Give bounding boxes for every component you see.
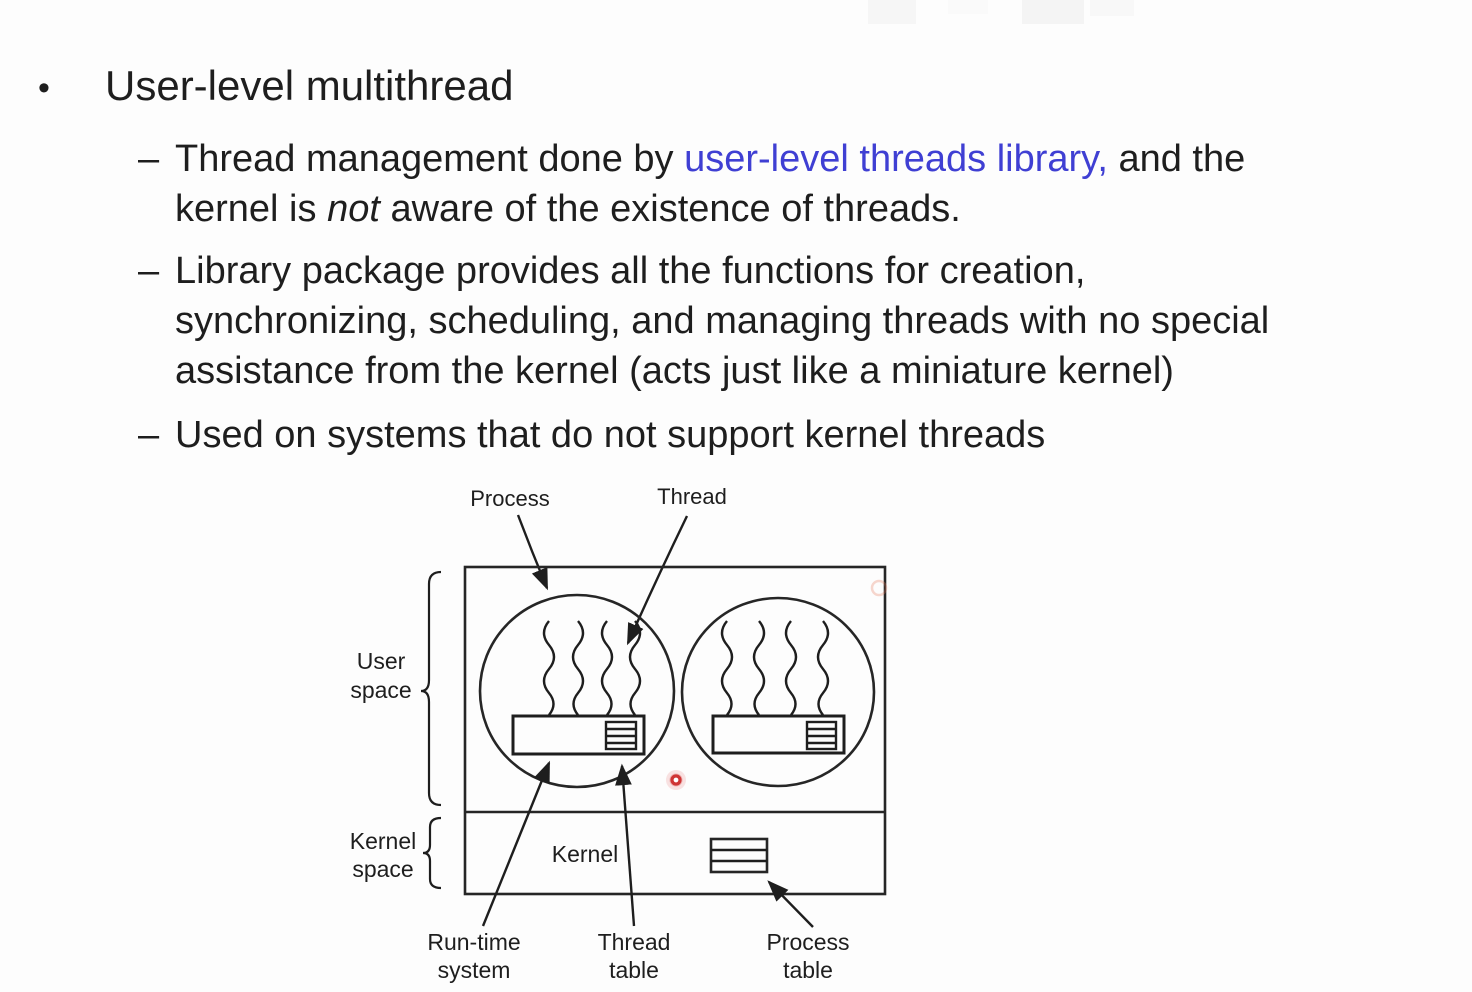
slide-title: User-level multithread [105, 62, 514, 109]
thread-squiggle [786, 621, 796, 715]
process-table-arrow [769, 882, 813, 927]
bullet-dot: • [38, 69, 50, 107]
red-dot-artifact [666, 770, 686, 790]
process-circle-left [480, 595, 674, 787]
kernel-space-brace [423, 818, 441, 888]
process-circle-right [682, 598, 874, 786]
process-table-label-line2: table [783, 957, 833, 983]
kernel-space-label-line1: Kernel [349, 828, 417, 854]
kernel-label: Kernel [551, 841, 619, 867]
process-table-label-line1: Process [766, 929, 850, 955]
runtime-label-line1: Run-time [427, 929, 521, 955]
emphasized-word: not [327, 188, 380, 230]
thread-table-label-line2: table [609, 957, 659, 983]
bullet-3-line-1: Used on systems that do not support kernel threads [175, 414, 1046, 456]
process-arrow [518, 515, 547, 588]
text-segment: kernel is [175, 188, 328, 230]
dash-marker: – [138, 138, 160, 180]
user-space-label-line2: space [350, 677, 412, 703]
bullet-2-line-2: synchronizing, scheduling, and managing threads with no special [175, 300, 1270, 342]
thread-squiggle [754, 621, 764, 715]
highlighted-phrase: user-level threads library, [684, 138, 1108, 180]
kernel-space-label-line2: space [352, 856, 414, 882]
thread-squiggle [544, 621, 554, 715]
machine-box [465, 567, 885, 894]
thread-squiggle [818, 621, 828, 715]
thread-squiggle [573, 621, 583, 715]
thread-squiggle [722, 621, 732, 715]
user-space-brace [421, 572, 441, 805]
dash-marker: – [138, 250, 160, 292]
text-segment: Thread management done by [175, 138, 685, 180]
runtime-system-arrow [483, 763, 549, 926]
text-segment: aware of the existence of threads. [379, 188, 961, 230]
thread-table-arrow [622, 766, 634, 926]
process-table-box [711, 839, 767, 872]
runtime-label-line2: system [437, 957, 511, 983]
thread-squiggle [602, 621, 612, 715]
text-segment: and the [1107, 138, 1246, 180]
bullet-2-line-1: Library package provides all the functions for creation, [175, 250, 1086, 292]
process-callout-label: Process [470, 486, 550, 511]
dash-marker: – [138, 414, 160, 456]
thread-table-label-line1: Thread [597, 929, 671, 955]
bullet-2-line-3: assistance from the kernel (acts just like a miniature kernel) [175, 350, 1174, 392]
user-space-label-line1: User [356, 648, 406, 674]
thread-callout-label: Thread [657, 484, 727, 509]
